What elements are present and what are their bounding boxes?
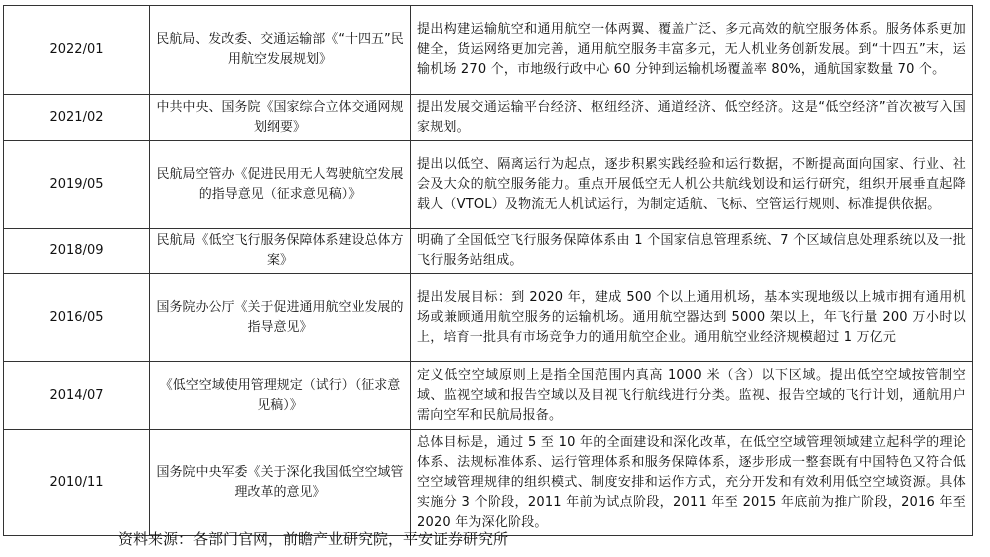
table-row	[4, 141, 973, 229]
document-cell: 国务院中央军委《关于深化我国低空空域管理改革的意见》	[150, 430, 411, 536]
document-cell: 国务院办公厅《关于促进通用航空业发展的指导意见》	[150, 274, 411, 362]
document-cell: 中共中央、国务院《国家综合立体交通网规划纲要》	[150, 95, 411, 141]
table-row	[4, 229, 973, 274]
date-cell: 2019/05	[4, 141, 150, 229]
table-row	[4, 362, 973, 430]
document-cell: 民航局、发改委、交通运输部《“十四五”民用航空发展规划》	[150, 6, 411, 95]
table-row	[4, 6, 973, 95]
content-cell: 提出构建运输航空和通用航空一体两翼、覆盖广泛、多元高效的航空服务体系。服务体系更加健全，货运网络更加完善，通用航空服务丰富多元，无人机业务创新发展。到“十四五”末，运输机场 270 个，市地级行政中心 60 分钟到运输机场覆盖率 80%，通航国家数量 70 个。	[411, 6, 973, 95]
document-cell: 民航局空管办《促进民用无人驾驶航空发展的指导意见（征求意见稿）》	[150, 141, 411, 229]
policy-table	[3, 5, 973, 536]
content-cell: 提出以低空、隔离运行为起点，逐步积累实践经验和运行数据，不断提高面向国家、行业、社会及大众的航空服务能力。重点开展低空无人机公共航线划设和运行研究，组织开展垂直起降载人（VTOL）及物流无人机试运行，为制定适航、飞标、空管运行规则、标准提供依据。	[411, 141, 973, 229]
date-cell: 2022/01	[4, 6, 150, 95]
content-cell: 明确了全国低空飞行服务保障体系由 1 个国家信息管理系统、7 个区域信息处理系统以及一批飞行服务站组成。	[411, 229, 973, 274]
date-cell: 2021/02	[4, 95, 150, 141]
document-cell: 《低空空域使用管理规定（试行）（征求意见稿）》	[150, 362, 411, 430]
document-cell: 民航局《低空飞行服务保障体系建设总体方案》	[150, 229, 411, 274]
date-cell: 2018/09	[4, 229, 150, 274]
date-cell: 2014/07	[4, 362, 150, 430]
table-row	[4, 274, 973, 362]
table-row	[4, 95, 973, 141]
source-note: 资料来源：各部门官网，前瞻产业研究院，平安证券研究所	[118, 530, 509, 548]
content-cell: 定义低空空域原则上是指全国范围内真高 1000 米（含）以下区域。提出低空空域按管制空域、监视空域和报告空域以及目视飞行航线进行分类。监视、报告空域的飞行计划，通航用户需向空军和民航局报备。	[411, 362, 973, 430]
table-row	[4, 430, 973, 536]
content-cell: 提出发展交通运输平台经济、枢纽经济、通道经济、低空经济。这是“低空经济”首次被写入国家规划。	[411, 95, 973, 141]
content-cell: 总体目标是，通过 5 至 10 年的全面建设和深化改革，在低空空域管理领域建立起科学的理论体系、法规标准体系、运行管理体系和服务保障体系，逐步形成一整套既有中国特色又符合低空空域管理规律的组织模式、制度安排和运作方式，充分开发和有效利用低空空域资源。具体实施分 3 个阶段，2011 年前为试点阶段，2011 年至 2015 年底前为推广阶段，2016 年至 2020 年为深化阶段。	[411, 430, 973, 536]
date-cell: 2010/11	[4, 430, 150, 536]
content-cell: 提出发展目标：到 2020 年，建成 500 个以上通用机场，基本实现地级以上城市拥有通用机场或兼顾通用航空服务的运输机场。通用航空器达到 5000 架以上，年飞行量 200 万小时以上，培育一批具有市场竞争力的通用航空企业。通用航空业经济规模超过 1 万亿元	[411, 274, 973, 362]
date-cell: 2016/05	[4, 274, 150, 362]
